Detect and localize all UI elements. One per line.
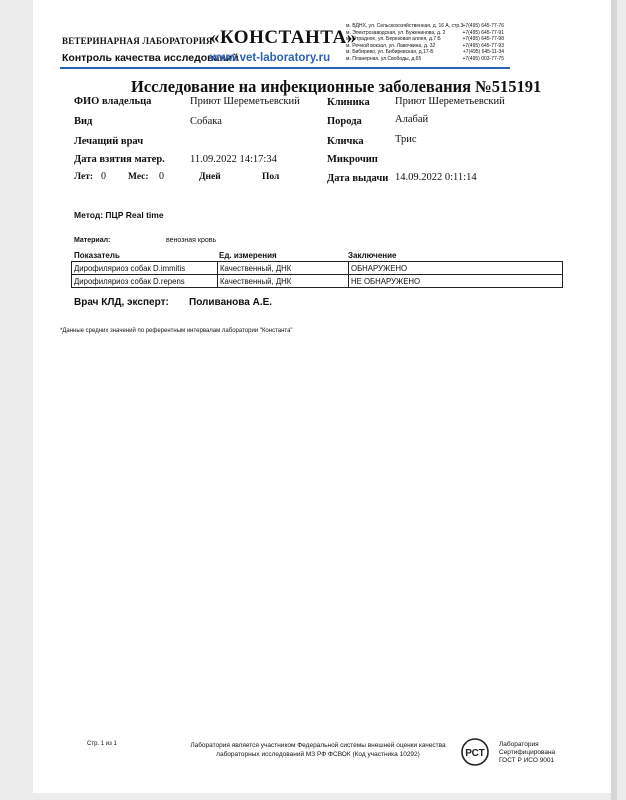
lab-website: www.vet-laboratory.ru — [210, 52, 331, 64]
conclusion-cell: НЕ ОБНАРУЖЕНО — [349, 275, 563, 288]
column-header-unit: Ед. измерения — [219, 251, 277, 260]
species-label: Вид — [74, 116, 93, 127]
owner-label: ФИО владельца — [74, 96, 152, 107]
results-table — [71, 261, 563, 288]
phone-list — [458, 23, 504, 63]
lab-prefix: ВЕТЕРИНАРНАЯ ЛАБОРАТОРИЯ — [62, 36, 213, 46]
cert-line: ГОСТ Р ИСО 9001 — [499, 757, 555, 764]
indicator-cell: Дирофиляриоз собак D.immitis — [72, 262, 218, 275]
phone-line: +7(495) 645-77-93 — [462, 42, 504, 49]
breed-label: Порода — [327, 116, 362, 127]
species-value: Собака — [190, 116, 222, 127]
document-title: Исследование на инфекционные заболевания №515191 — [131, 77, 542, 96]
table-row — [72, 262, 563, 275]
breed-value: Алабай — [395, 114, 429, 125]
unit-cell: Качественный, ДНК — [218, 275, 349, 288]
indicator-cell: Дирофиляриоз собак D.repens — [72, 275, 218, 288]
address-line: м. Речной вокзал, ул. Лавочкина, д. 32 — [346, 42, 436, 49]
phone-line: +7(495) 645-77-98 — [462, 36, 504, 43]
reference-note: *Данные средних значений по референтным интервалам лаборатории "Константа" — [60, 328, 293, 334]
table-row — [72, 275, 563, 288]
material-label: Материал: — [74, 237, 111, 244]
signature-name: Поливанова А.Е. — [189, 297, 273, 308]
page-shadow — [611, 0, 617, 800]
cert-line: Сертифицирована — [499, 749, 556, 756]
years-value: 0 — [101, 171, 106, 182]
owner-value: Приют Шереметьевский — [190, 96, 300, 107]
clinic-label: Клиника — [327, 97, 370, 108]
certification-text — [499, 741, 555, 765]
address-line: м. Планерная, ул.Свободы, д.65 — [346, 55, 422, 62]
clinic-value: Приют Шереметьевский — [395, 96, 505, 107]
microchip-label: Микрочип — [327, 154, 378, 165]
address-line: м. Электрозаводская, ул. Бужениновa, д. 2 — [346, 29, 446, 36]
address-line: м. Бибирево, ул. Бибиревская, д.17-Б — [346, 49, 434, 56]
address-line: м. ВДНХ, ул. Сельскохозяйственная, д. 16 А, стр.3 — [346, 23, 464, 29]
cert-logo-text: РСТ — [465, 748, 485, 759]
signature-label: Врач КЛД, эксперт: — [74, 297, 169, 308]
days-label: Дней — [199, 172, 221, 182]
phone-line: +7(495) 645-77-91 — [462, 29, 504, 36]
attending-doctor-label: Лечащий врач — [74, 136, 144, 147]
conclusion-cell: ОБНАРУЖЕНО — [349, 262, 563, 275]
nickname-label: Кличка — [327, 136, 364, 147]
page-number: Стр. 1 из 1 — [87, 741, 117, 747]
date-taken-label: Дата взятия матер. — [74, 154, 165, 165]
years-label: Лет: — [74, 172, 94, 182]
lab-subtitle: Контроль качества исследований — [62, 52, 239, 64]
cert-line: Лаборатория — [499, 741, 539, 748]
column-header-conclusion: Заключение — [348, 251, 397, 260]
months-label: Мес: — [128, 172, 149, 182]
phone-line: +7(495) 645-11-34 — [462, 49, 504, 56]
phone-line: +7(495) 003-77-75 — [462, 55, 504, 62]
column-header-indicator: Показатель — [74, 251, 120, 260]
footer-text: Лаборатория является участником Федеральной системы внешней оценки качества лабораторных исследований МЗ РФ ФСВОК (Код участника 10292) — [190, 742, 446, 758]
method-text: Метод: ПЦР Real time — [74, 210, 164, 220]
phone-line: +7(495) 645-77-76 — [462, 23, 504, 29]
address-line: м. Отрадное, ул. Березовая аллея, д.7 Б — [346, 36, 441, 43]
sex-label: Пол — [262, 172, 280, 182]
header-divider — [60, 67, 510, 69]
document-page — [33, 0, 611, 793]
issue-date-label: Дата выдачи — [327, 173, 389, 184]
material-value: венозная кровь — [166, 237, 217, 244]
issue-date-value: 14.09.2022 0:11:14 — [395, 172, 477, 183]
unit-cell: Качественный, ДНК — [218, 262, 349, 275]
certification-logo-icon — [460, 737, 494, 767]
lab-name: «КОНСТАНТА» — [210, 27, 357, 48]
months-value: 0 — [159, 171, 164, 182]
date-taken-value: 11.09.2022 14:17:34 — [190, 154, 277, 165]
nickname-value: Трис — [395, 134, 417, 145]
